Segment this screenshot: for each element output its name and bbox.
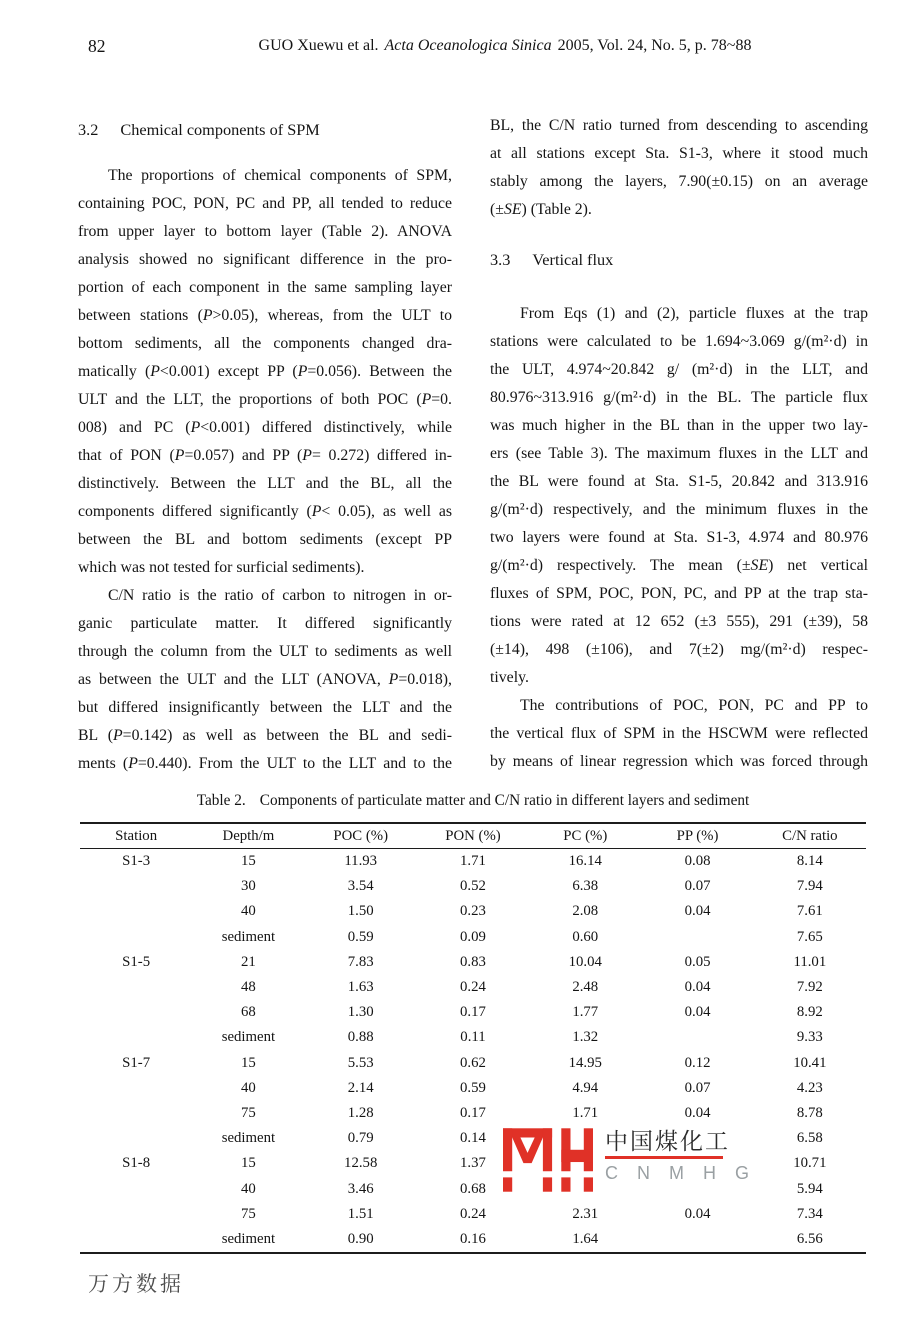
table-cell — [80, 874, 192, 899]
text-line: g/(m²·d) respectively, and the minimum fluxes in the — [490, 501, 868, 518]
running-head — [150, 37, 860, 55]
table-cell: 9.33 — [796, 1029, 823, 1046]
cnmhg-logo-icon — [503, 1128, 593, 1192]
paragraph — [78, 582, 452, 778]
text-line: C/N ratio is the ratio of carbon to nitrogen in or- — [108, 587, 452, 604]
paragraph — [490, 300, 868, 692]
table-cell: 7.83 — [347, 953, 374, 970]
text-line: tions were rated at 12 652 (±3 555), 291 (±39), 58 — [490, 613, 868, 630]
table-cell: 1.71 — [460, 853, 486, 869]
table-cell: 0.07 — [684, 1079, 711, 1096]
table-row — [80, 1025, 866, 1050]
table-cell: 0.16 — [460, 1231, 486, 1248]
watermark — [503, 1128, 756, 1192]
table-cell: 0.59 — [460, 1079, 486, 1096]
text-line: (±14), 498 (±106), and 7(±2) mg/(m²·d) respec- — [490, 641, 868, 658]
table-row — [80, 849, 866, 875]
table-cell: 1.51 — [347, 1205, 374, 1222]
table-cell: 0.17 — [460, 1004, 486, 1021]
table-row — [80, 899, 866, 924]
table-cell: 0.04 — [684, 903, 711, 920]
table-cell: 0.52 — [460, 878, 486, 895]
table-cell: 0.90 — [347, 1231, 374, 1248]
section-heading-3-2 — [78, 116, 452, 144]
table-cell — [641, 1025, 753, 1050]
table-cell: sediment — [221, 1130, 276, 1147]
table-cell: 0.07 — [684, 878, 711, 895]
page-header — [0, 36, 904, 62]
table-cell: 8.92 — [796, 1004, 823, 1021]
text-line: distinctively. Between the LLT and the BL, all the — [78, 475, 452, 492]
text-line: The contributions of POC, PON, PC and PP to — [520, 697, 868, 714]
text-line: from upper layer to bottom layer (Table 2). ANOVA — [78, 223, 452, 240]
text-line: From Eqs (1) and (2), particle fluxes at the trap — [520, 305, 868, 322]
table-cell: 10.41 — [793, 1054, 827, 1071]
table-cell: 8.78 — [796, 1105, 823, 1122]
table-row — [80, 874, 866, 899]
text-line: the ULT, 4.974~20.842 g/ (m²·d) in the LLT, and — [490, 361, 868, 378]
column-header: C/N ratio — [754, 823, 866, 849]
table-cell — [80, 1101, 192, 1126]
table-cell: 4.23 — [796, 1079, 823, 1096]
table-cell: 0.23 — [460, 903, 486, 920]
text-line: ers (see Table 3). The maximum fluxes in the LLT and — [490, 445, 868, 462]
table-cell: 0.79 — [347, 1130, 374, 1147]
running-head-issue: 2005, Vol. 24, No. 5, p. 78~88 — [557, 37, 752, 54]
table-cell — [641, 1227, 753, 1253]
table-cell: 11.01 — [793, 953, 827, 970]
text-line: 008) and PC (P<0.001) differed distinctively, while — [78, 419, 452, 436]
column-header: POC (%) — [305, 823, 417, 849]
table-row — [80, 1051, 866, 1076]
table-cell — [80, 1025, 192, 1050]
column-header: Depth/m — [192, 823, 304, 849]
table-cell: 0.11 — [460, 1029, 486, 1046]
text-line: tively. — [490, 669, 529, 686]
text-line: stably among the layers, 7.90(±0.15) on an average — [490, 173, 868, 190]
table-cell: 68 — [241, 1004, 256, 1021]
table-cell: 16.14 — [568, 853, 602, 869]
column-header: PON (%) — [417, 823, 529, 849]
table-caption-label: Table 2. — [196, 792, 246, 809]
section-title: Chemical components of SPM — [120, 120, 320, 139]
table-cell: 15 — [241, 853, 256, 869]
table-row — [80, 950, 866, 975]
table-cell: 15 — [241, 1155, 256, 1172]
text-line: fluxes of SPM, POC, PON, PC, and PP at the trap sta- — [490, 585, 868, 602]
table-cell: 0.14 — [460, 1130, 486, 1147]
table-cell: 0.12 — [684, 1054, 711, 1071]
table-cell: 10.04 — [568, 953, 602, 970]
table-cell: 1.37 — [460, 1155, 486, 1172]
table-cell — [80, 1076, 192, 1101]
table-cell — [80, 1126, 192, 1151]
table-cell: 15 — [241, 1054, 256, 1071]
table-cell: sediment — [221, 1029, 276, 1046]
text-line: BL, the C/N ratio turned from descending to ascending — [490, 117, 868, 134]
table-cell: 14.95 — [568, 1054, 602, 1071]
table-cell — [80, 1177, 192, 1202]
section-number: 3.3 — [490, 250, 511, 269]
text-line: as between the ULT and the LLT (ANOVA, P=0.018), — [78, 671, 452, 688]
watermark-latin-text: C N M H G — [605, 1162, 756, 1183]
text-line: analysis showed no significant difference in the pro- — [78, 251, 452, 268]
table-cell — [80, 899, 192, 924]
text-line: between stations (P>0.05), whereas, from the ULT to — [78, 307, 452, 324]
table-row — [80, 1101, 866, 1126]
text-line: through the column from the ULT to sediments as well — [78, 643, 452, 660]
text-line: BL (P=0.142) as well as between the BL and sedi- — [78, 727, 452, 744]
table-cell: 6.56 — [796, 1231, 823, 1248]
table-row — [80, 1076, 866, 1101]
text-line: ULT and the LLT, the proportions of both POC (P=0. — [78, 391, 452, 408]
table-cell: 7.61 — [796, 903, 823, 920]
wanfang-footer: 万方数据 — [88, 1273, 184, 1296]
table-cell: 0.24 — [460, 979, 486, 996]
text-line: portion of each component in the same sampling layer — [78, 279, 452, 296]
table-cell: S1-8 — [122, 1155, 151, 1172]
table-cell: 75 — [241, 1105, 256, 1122]
table-cell — [80, 1000, 192, 1025]
table-cell: 40 — [241, 903, 256, 920]
table-cell — [80, 1227, 192, 1253]
text-line: the vertical flux of SPM in the HSCWM were reflected — [490, 725, 868, 742]
table-row — [80, 1202, 866, 1227]
table-cell: 0.04 — [684, 1205, 711, 1222]
table-cell: 0.04 — [684, 1105, 711, 1122]
text-line: was much higher in the BL than in the upper two lay- — [490, 417, 868, 434]
table-cell: 7.92 — [796, 979, 823, 996]
table-cell: 0.24 — [460, 1205, 486, 1222]
table-cell: 7.94 — [796, 878, 823, 895]
table-cell — [80, 925, 192, 950]
left-column — [78, 116, 452, 778]
table-cell: 1.71 — [572, 1105, 599, 1122]
table-cell: 11.93 — [344, 853, 378, 869]
table-cell: 1.50 — [347, 903, 374, 920]
table-cell: 1.63 — [347, 979, 374, 996]
text-line: (±SE) (Table 2). — [490, 201, 592, 218]
table-caption-text: Components of particulate matter and C/N ratio in different layers and sediment — [259, 792, 750, 809]
table-header-row — [80, 823, 866, 849]
right-column — [490, 112, 868, 776]
table-cell: 0.04 — [684, 1004, 711, 1021]
table-cell: 0.59 — [347, 928, 374, 945]
journal-name: Acta Oceanologica Sinica — [384, 37, 552, 54]
text-line: the BL were found at Sta. S1-5, 20.842 and 313.916 — [490, 473, 868, 490]
table-cell: 0.04 — [684, 979, 711, 996]
text-line: ganic particulate matter. It differed significantly — [78, 615, 452, 632]
section-title: Vertical flux — [532, 250, 614, 269]
watermark-text-block — [605, 1128, 756, 1184]
text-line: at all stations except Sta. S1-3, where it stood much — [490, 145, 868, 162]
text-line: components differed significantly (P< 0.05), as well as — [78, 503, 453, 520]
column-header: Station — [80, 823, 192, 849]
running-head-authors: GUO Xuewu et al. — [258, 37, 379, 54]
paragraph — [78, 162, 452, 582]
table-cell: 30 — [241, 878, 256, 895]
table-cell: 75 — [241, 1205, 256, 1222]
text-line: but differed insignificantly between the LLT and the — [78, 699, 452, 716]
text-line: by means of linear regression which was forced through — [490, 753, 868, 770]
text-line: The proportions of chemical components of SPM, — [108, 167, 452, 184]
table-cell: 12.58 — [344, 1155, 378, 1172]
page-number: 82 — [88, 36, 106, 56]
table-cell: 0.62 — [460, 1054, 486, 1071]
table-cell: 2.48 — [572, 979, 599, 996]
table-cell: 48 — [241, 979, 256, 996]
text-line: bottom sediments, all the components changed dra- — [78, 335, 452, 352]
paragraph — [490, 112, 868, 224]
table-cell: 0.09 — [460, 928, 486, 945]
table-cell: 0.83 — [460, 953, 486, 970]
table-cell: 6.58 — [796, 1130, 823, 1147]
table-cell: 0.68 — [460, 1180, 486, 1197]
table-cell: 4.94 — [572, 1079, 599, 1096]
table-cell: 0.88 — [347, 1029, 374, 1046]
table-cell: 2.14 — [347, 1079, 374, 1096]
table-cell: 1.64 — [572, 1231, 599, 1248]
table-cell: 8.14 — [796, 853, 823, 869]
text-line: two layers were found at Sta. S1-3, 4.974 and 80.976 — [490, 529, 868, 546]
table-row — [80, 1000, 866, 1025]
text-line: containing POC, PON, PC and PP, all tended to reduce — [78, 195, 452, 212]
table-cell — [80, 1202, 192, 1227]
table-cell: 6.38 — [572, 878, 599, 895]
table-cell: 40 — [241, 1180, 256, 1197]
table-cell: 0.60 — [572, 928, 599, 945]
text-line: which was not tested for surficial sediments). — [78, 559, 365, 576]
text-line: matically (P<0.001) except PP (P=0.056). Between the — [78, 363, 452, 380]
table-cell: 3.54 — [347, 878, 374, 895]
text-line: 80.976~313.916 g/(m²·d) in the BL. The particle flux — [490, 389, 868, 406]
table-cell: 10.71 — [793, 1155, 827, 1172]
column-header: PC (%) — [529, 823, 641, 849]
table-row — [80, 1227, 866, 1253]
table-cell: 0.17 — [460, 1105, 486, 1122]
table-cell: 0.05 — [684, 953, 711, 970]
section-number: 3.2 — [78, 120, 99, 139]
table-row — [80, 975, 866, 1000]
table-cell: S1-3 — [122, 853, 151, 869]
table-cell: 5.94 — [796, 1180, 823, 1197]
table-cell: S1-5 — [122, 953, 151, 970]
section-heading-3-3 — [490, 246, 868, 274]
text-line: that of PON (P=0.057) and PP (P= 0.272) differed in- — [78, 447, 452, 464]
table-cell: 1.32 — [572, 1029, 599, 1046]
text-line: stations were calculated to be 1.694~3.069 g/(m²·d) in — [490, 333, 868, 350]
table-caption — [80, 790, 866, 812]
table-cell — [641, 925, 753, 950]
watermark-underline — [605, 1156, 723, 1159]
table-cell: S1-7 — [122, 1054, 151, 1071]
paragraph — [490, 692, 868, 776]
table-row — [80, 925, 866, 950]
table-cell — [80, 975, 192, 1000]
table-cell: 1.28 — [347, 1105, 374, 1122]
table-cell: 1.77 — [572, 1004, 599, 1021]
table-cell: 40 — [241, 1079, 256, 1096]
column-header: PP (%) — [641, 823, 753, 849]
table-cell: 0.08 — [684, 853, 711, 869]
table-cell: 3.46 — [347, 1180, 374, 1197]
table-cell: 2.31 — [572, 1205, 599, 1222]
table-cell: 1.30 — [347, 1004, 374, 1021]
table-cell: 7.65 — [796, 928, 823, 945]
table-cell: 5.53 — [347, 1054, 374, 1071]
watermark-chinese-text: 中国煤化工 — [605, 1128, 730, 1154]
text-line: ments (P=0.440). From the ULT to the LLT and to the — [78, 755, 452, 772]
table-cell: 2.08 — [572, 903, 599, 920]
text-line: between the BL and bottom sediments (except PP — [78, 531, 452, 548]
text-line: g/(m²·d) respectively. The mean (±SE) net vertical — [490, 557, 868, 574]
table-cell: 21 — [241, 953, 256, 970]
table-cell: sediment — [221, 928, 276, 945]
table-cell: sediment — [221, 1231, 276, 1248]
table-cell: 7.34 — [796, 1205, 823, 1222]
